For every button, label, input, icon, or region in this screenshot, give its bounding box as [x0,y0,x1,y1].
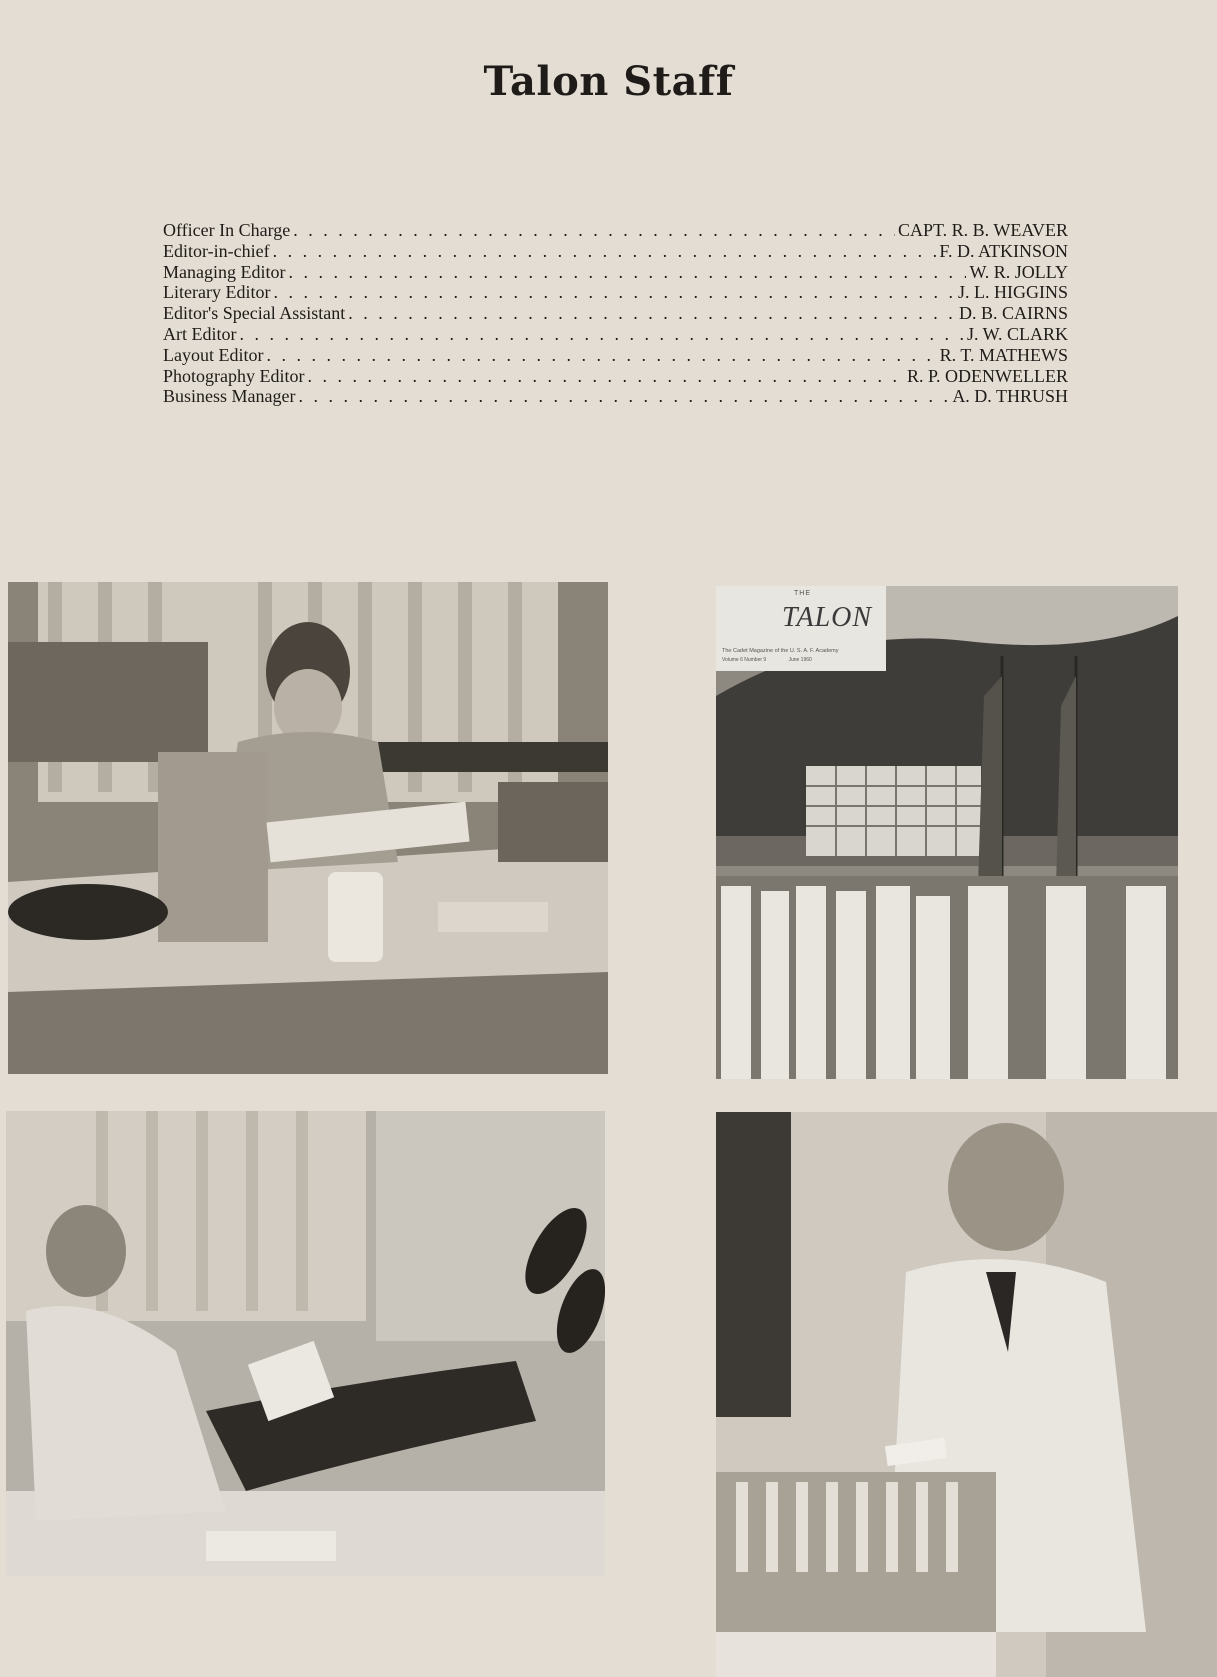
staff-row [163,366,1068,387]
staff-role: Art Editor [163,323,237,344]
staff-name: J. L. HIGGINS [958,282,1068,303]
cover-the-label: THE [794,590,811,597]
staff-name: J. W. CLARK [966,323,1068,344]
staff-role: Editor-in-chief [163,240,270,261]
staff-role: Officer In Charge [163,220,291,240]
dot-leader [308,366,905,387]
cover-issue [722,657,812,663]
dot-leader [240,324,964,345]
cover-title: TALON [782,602,873,633]
photo-talon-cover-color-guard [716,586,1178,1079]
staff-role: Photography Editor [163,365,305,386]
cover-subtitle: The Cadet Magazine of the U. S. A. F. Academy [722,648,839,654]
staff-row [163,324,1068,345]
dot-leader [293,220,895,241]
staff-name: CAPT. R. B. WEAVER [897,220,1068,240]
dot-leader [273,241,937,262]
dot-leader [288,262,966,283]
staff-row [163,303,1068,324]
staff-row [163,262,1068,283]
staff-role: Layout Editor [163,344,264,365]
staff-role: Managing Editor [163,261,286,282]
staff-name: D. B. CAIRNS [958,303,1068,324]
page-title: Talon Staff [483,58,734,105]
cover-issue-volume: Volume 6 Number 9 [722,657,767,663]
staff-name: W. R. JOLLY [969,261,1068,282]
photo-cadet-on-phone [6,1111,605,1576]
talon-cover-masthead [716,586,886,671]
staff-role: Business Manager [163,386,296,407]
staff-name: R. T. MATHEWS [939,344,1068,365]
staff-role: Editor's Special Assistant [163,303,346,324]
staff-row [163,220,1068,241]
cover-issue-date: June 1960 [788,657,812,663]
staff-row [163,241,1068,262]
staff-row [163,386,1068,407]
dot-leader [273,282,955,303]
dot-leader [298,386,949,407]
staff-role: Literary Editor [163,282,271,303]
photo-cadet-filing-cards [716,1112,1217,1677]
dot-leader [266,345,936,366]
photo-cadet-reading-at-desk [8,582,608,1074]
staff-name: R. P. ODENWELLER [907,365,1068,386]
dot-leader [348,303,956,324]
staff-row [163,345,1068,366]
staff-name: A. D. THRUSH [952,386,1068,407]
staff-list [163,220,1068,407]
staff-row [163,282,1068,303]
staff-name: F. D. ATKINSON [939,240,1068,261]
